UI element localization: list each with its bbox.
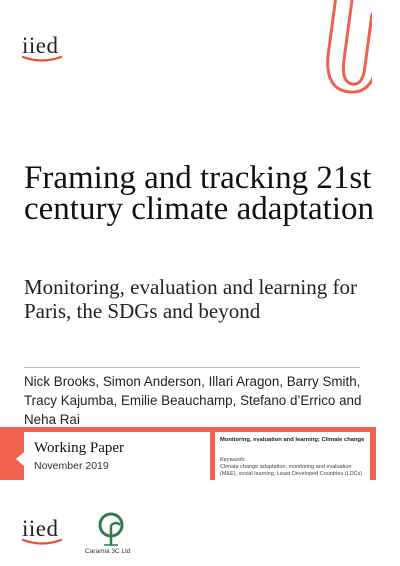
header-logo (22, 34, 66, 64)
working-paper-label: Working Paper (34, 440, 125, 456)
paperclip-icon (322, 0, 372, 98)
footer-logo-text: iied (22, 516, 59, 541)
keywords-label: Keywords: (220, 457, 246, 463)
logo-swoosh-icon (22, 55, 62, 63)
footer-logo (22, 517, 66, 547)
keywords-title: Monitoring, evaluation and learning; Climate change (220, 437, 365, 443)
working-paper-notch (16, 452, 24, 466)
keywords-text: Climate change adaptation, monitoring and evaluation (M&E), social learning, Least Developed Countries (LDCs) (220, 464, 363, 477)
working-paper-date: November 2019 (34, 460, 109, 472)
caramia-logo-icon (96, 512, 126, 546)
footer-logo-swoosh-icon (22, 538, 62, 546)
header-logo-text: iied (22, 33, 59, 58)
author-list: Nick Brooks, Simon Anderson, Illari Aragon, Barry Smith, Tracy Kajumba, Emilie Beauchamp, Stefano d’Errico and Neha Rai (24, 374, 362, 427)
page-subtitle: Monitoring, evaluation and learning for Paris, the SDGs and beyond (24, 275, 357, 323)
page-title: Framing and tracking 21st century climate adaptation (24, 160, 375, 227)
partner-name: Caramia 3C Ltd (85, 548, 131, 555)
divider (24, 367, 360, 368)
